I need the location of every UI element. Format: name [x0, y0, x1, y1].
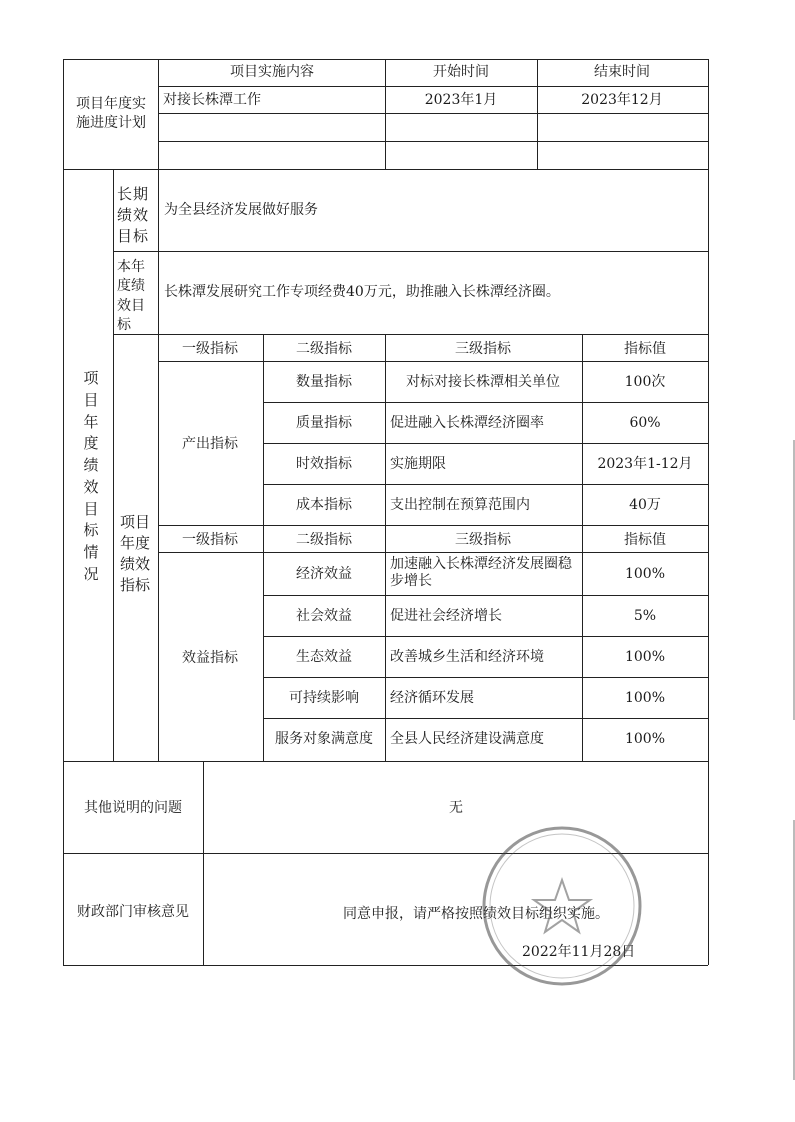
ind-header-value: 指标值 — [624, 532, 666, 548]
ind-header-level3: 三级指标 — [455, 532, 511, 548]
output-row-level2: 质量指标 — [296, 415, 352, 431]
benefit-row-value: 100% — [624, 731, 666, 747]
benefit-row-value: 100% — [624, 566, 666, 582]
indicators-label: 项目年度绩效指标 — [120, 513, 151, 594]
other-issues-label: 其他说明的问题 — [84, 800, 182, 816]
output-row-value: 2023年1-12月 — [597, 456, 693, 472]
benefit-row-value: 5% — [633, 608, 657, 624]
output-row-level2: 成本指标 — [296, 497, 352, 513]
benefit-row-level3: 促进社会经济增长 — [390, 608, 502, 624]
benefit-row-level2: 经济效益 — [296, 566, 352, 582]
output-indicator-label: 产出指标 — [182, 436, 238, 452]
col-header-end: 结束时间 — [594, 64, 650, 80]
ind-header-level3: 三级指标 — [455, 341, 511, 357]
official-seal-stamp — [478, 822, 646, 990]
output-row-level3: 实施期限 — [390, 456, 446, 472]
benefit-row-level3: 改善城乡生活和经济环境 — [390, 649, 544, 665]
annual-goal-label: 本年度绩效目标 — [117, 259, 145, 333]
benefit-row-level3: 加速融入长株潭经济发展圈稳步增长 — [390, 556, 572, 589]
benefit-row-level2: 服务对象满意度 — [275, 731, 373, 747]
ind-header-level1: 一级指标 — [182, 532, 238, 548]
schedule-row-content: 对接长株潭工作 — [163, 92, 261, 108]
ind-header-level1: 一级指标 — [182, 341, 238, 357]
finance-review-label: 财政部门审核意见 — [77, 904, 189, 920]
finance-review-text: 同意申报，请严格按照绩效目标组织实施。 — [343, 906, 609, 922]
goals-section-label: 项目年度绩效目标情况 — [83, 369, 99, 583]
output-row-level3: 支出控制在预算范围内 — [390, 497, 530, 513]
benefit-row-value: 100% — [624, 690, 666, 706]
output-row-level3: 促进融入长株潭经济圈率 — [390, 415, 544, 431]
ind-header-level2: 二级指标 — [296, 532, 352, 548]
output-row-value: 100次 — [624, 374, 666, 390]
benefit-indicator-label: 效益指标 — [182, 650, 238, 666]
col-header-start: 开始时间 — [433, 64, 489, 80]
output-row-value: 60% — [629, 415, 661, 431]
schedule-row-end: 2023年12月 — [581, 92, 663, 108]
output-row-level2: 数量指标 — [296, 374, 352, 390]
schedule-section-label: 项目年度实施进度计划 — [76, 96, 146, 131]
benefit-row-value: 100% — [624, 649, 666, 665]
long-term-goal-label: 长期绩效目标 — [117, 185, 150, 245]
benefit-row-level3: 全县人民经济建设满意度 — [390, 731, 544, 747]
schedule-row-start: 2023年1月 — [424, 92, 498, 108]
annual-goal-text: 长株潭发展研究工作专项经费40万元，助推融入长株潭经济圈。 — [164, 284, 560, 300]
output-row-level3: 对标对接长株潭相关单位 — [406, 374, 560, 390]
benefit-row-level2: 可持续影响 — [289, 690, 359, 706]
other-issues-text: 无 — [449, 800, 463, 816]
benefit-row-level3: 经济循环发展 — [390, 690, 474, 706]
ind-header-value: 指标值 — [624, 341, 666, 357]
benefit-row-level2: 生态效益 — [296, 649, 352, 665]
long-term-goal-text: 为全县经济发展做好服务 — [164, 202, 318, 218]
finance-review-date: 2022年11月28日 — [522, 944, 636, 960]
output-row-value: 40万 — [629, 497, 661, 513]
col-header-content: 项目实施内容 — [230, 64, 314, 80]
ind-header-level2: 二级指标 — [296, 341, 352, 357]
output-row-level2: 时效指标 — [296, 456, 352, 472]
benefit-row-level2: 社会效益 — [296, 608, 352, 624]
